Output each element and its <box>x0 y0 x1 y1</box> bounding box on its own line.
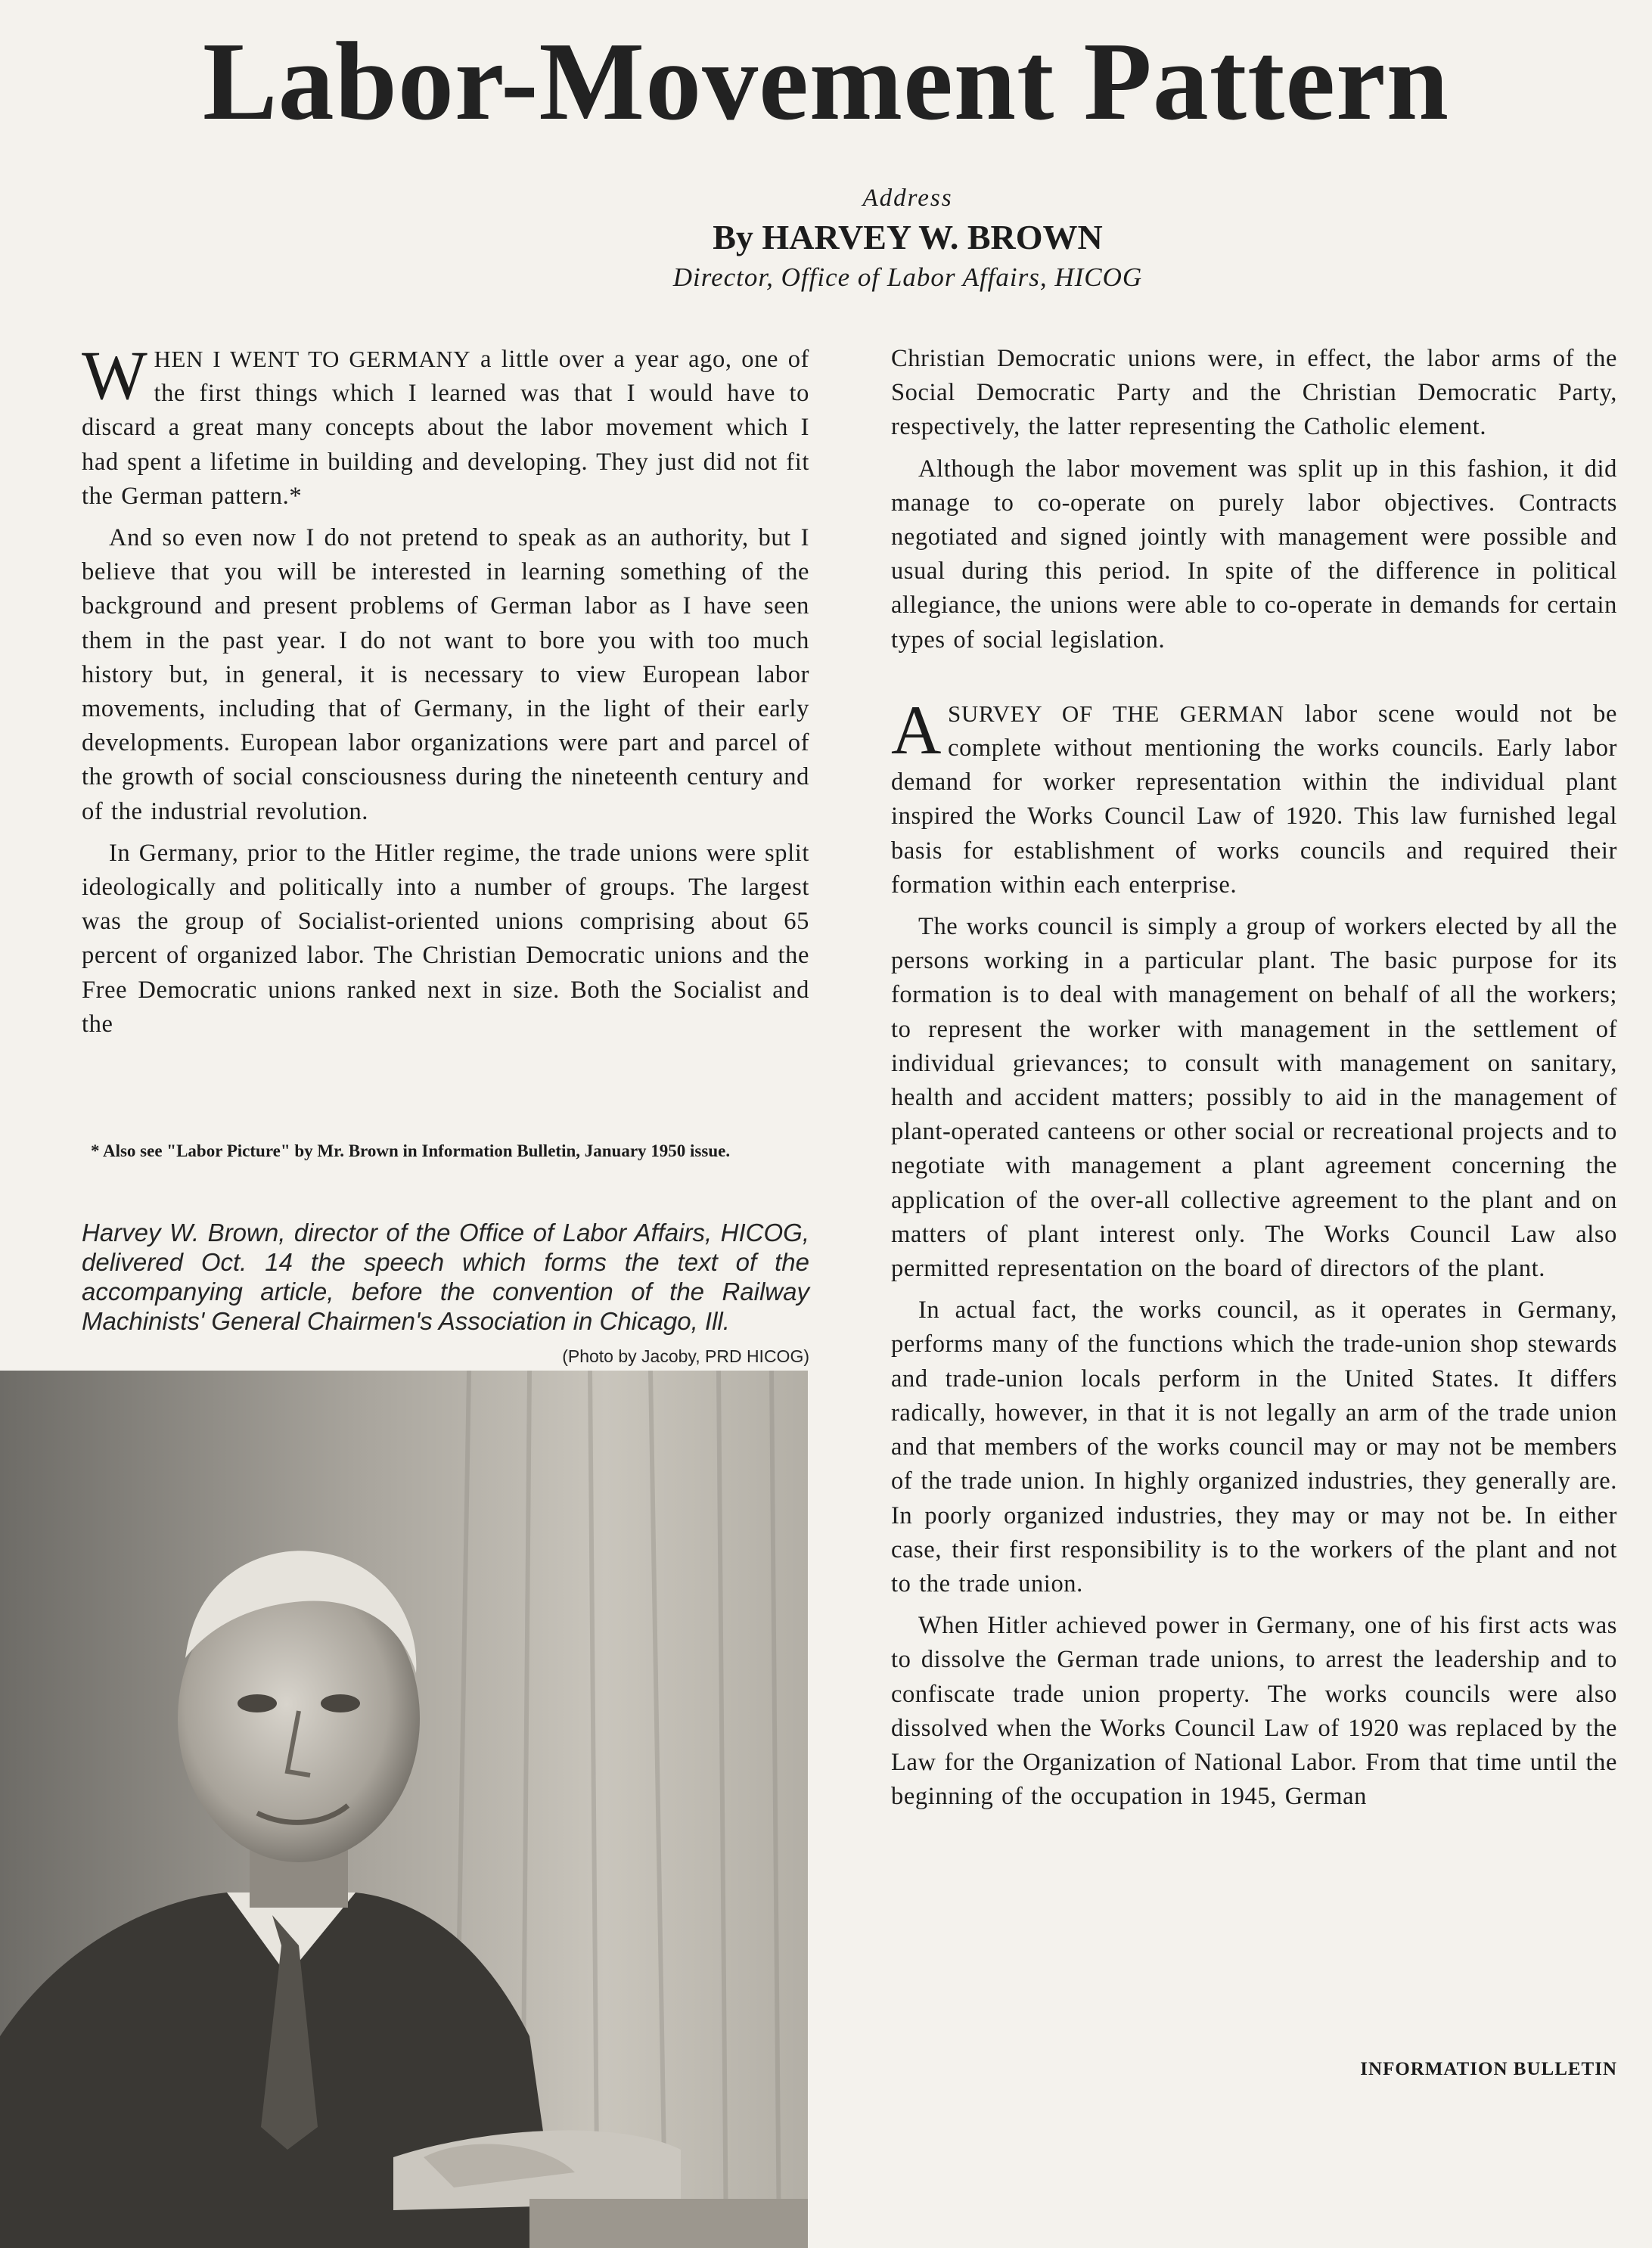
lead-in-caps: SURVEY OF THE GERMAN <box>948 700 1284 727</box>
portrait-photo <box>0 1371 808 2248</box>
portrait-illustration <box>0 1371 808 2248</box>
paragraph: Christian Democratic unions were, in effect, the labor arms of the Social Democratic Party and the Christian Democratic Party, respectively, the latter representing the Catholic element. <box>891 345 1617 441</box>
byline <box>454 182 1362 295</box>
photo-credit: (Photo by Jacoby, PRD HICOG) <box>562 1346 809 1366</box>
paragraph-text: a little over a year ago, one of the first things which I learned was that I would have to discard a great many concepts about the labor movement which I had spent a lifetime in building and developing. They just did not fit the German pattern.* <box>82 346 809 510</box>
caption-text: Harvey W. Brown, director of the Office of Labor Affairs, HICOG, delivered Oct. 14 the speech which forms the text of the accompanying article, before the convention of the Railway Machinists' General Chairmen's Association in Chicago, Ill. <box>82 1219 809 1335</box>
article-title: Labor-Movement Pattern <box>202 20 1450 144</box>
paragraph: Although the labor movement was split up in this fashion, it did manage to co-operate on purely labor objectives. Contracts negotiated and signed jointly with management were possible and usual during this period. In spite of the difference in political allegiance, the unions were able to co-operate in demands for certain types of social legislation. <box>891 455 1617 654</box>
paragraph: The works council is simply a group of workers elected by all the persons working in a particular plant. The basic purpose for its formation is to deal with management on behalf of all the workers; to represent the worker with management in the settlement of individual grievances; to consult with management on sanitary, health and accident matters; possibly to aid in the management of plant-operated canteens or other social or recreational projects and to negotiate with management a plant agreement concerning the application of the over-all collective agreement to the plant and on matters of plant interest only. The Works Council Law also permitted representation on the board of directors of the plant. <box>891 913 1617 1283</box>
right-column <box>891 342 1617 1821</box>
drop-cap: W <box>82 337 148 414</box>
paragraph-text: labor scene would not be complete without mentioning the works councils. Early labor demand for worker representation within the individual plant inspired the Works Council Law of 1920. This law furnished legal basis for establishment of works councils and required their formation within each enterprise. <box>891 700 1617 899</box>
byline-kicker: Address <box>862 185 953 212</box>
lead-in-caps: HEN I WENT TO GERMANY <box>154 346 471 372</box>
paragraph: In Germany, prior to the Hitler regime, the trade unions were split ideologically and politically into a number of groups. The largest was the group of Socialist-oriented unions comprising about 65 percent of organized labor. The Christian Democratic unions and the Free Democratic unions ranked next in size. Both the Socialist and the <box>82 839 809 1038</box>
paragraph <box>82 337 809 514</box>
publication-footer: INFORMATION BULLETIN <box>1360 2059 1617 2079</box>
section-break <box>891 665 1617 697</box>
photo-caption <box>82 1218 809 1371</box>
paragraph: In actual fact, the works council, as it operates in Germany, performs many of the functions which the trade-union shop stewards and trade-union locals perform in the United States. It differs radically, however, in that it is not legally an arm of the trade union and that members of the works council may or may not be members of the trade union. In highly organized industries, they generally are. In poorly organized industries, they may or may not be. In either case, their first responsibility is to the workers of the plant and not to the trade union. <box>891 1296 1617 1598</box>
paragraph: When Hitler achieved power in Germany, one of his first acts was to dissolve the German trade unions, to arrest the leadership and to confiscate trade union property. The works councils were also dissolved when the Works Council Law of 1920 was replaced by the Law for the Organization of National Labor. From that time until the beginning of the occupation in 1945, German <box>891 1612 1617 1811</box>
paragraph: And so even now I do not pretend to speak as an authority, but I believe that you will be interested in learning something of the background and present problems of German labor as I have seen them in the past year. I do not want to bore you with too much history but, in general, it is necessary to view European labor movements, including that of Germany, in the light of their early developments. European labor organizations were part and parcel of the growth of social consciousness during the nineteenth century and of the industrial revolution. <box>82 524 809 825</box>
byline-author: By HARVEY W. BROWN <box>713 218 1103 256</box>
footnote: * Also see "Labor Picture" by Mr. Brown in Information Bulletin, January 1950 issue. <box>91 1141 731 1160</box>
left-column <box>82 337 809 1049</box>
drop-cap: A <box>891 691 942 768</box>
paragraph <box>891 691 1617 902</box>
byline-role: Director, Office of Labor Affairs, HICOG <box>672 262 1143 292</box>
